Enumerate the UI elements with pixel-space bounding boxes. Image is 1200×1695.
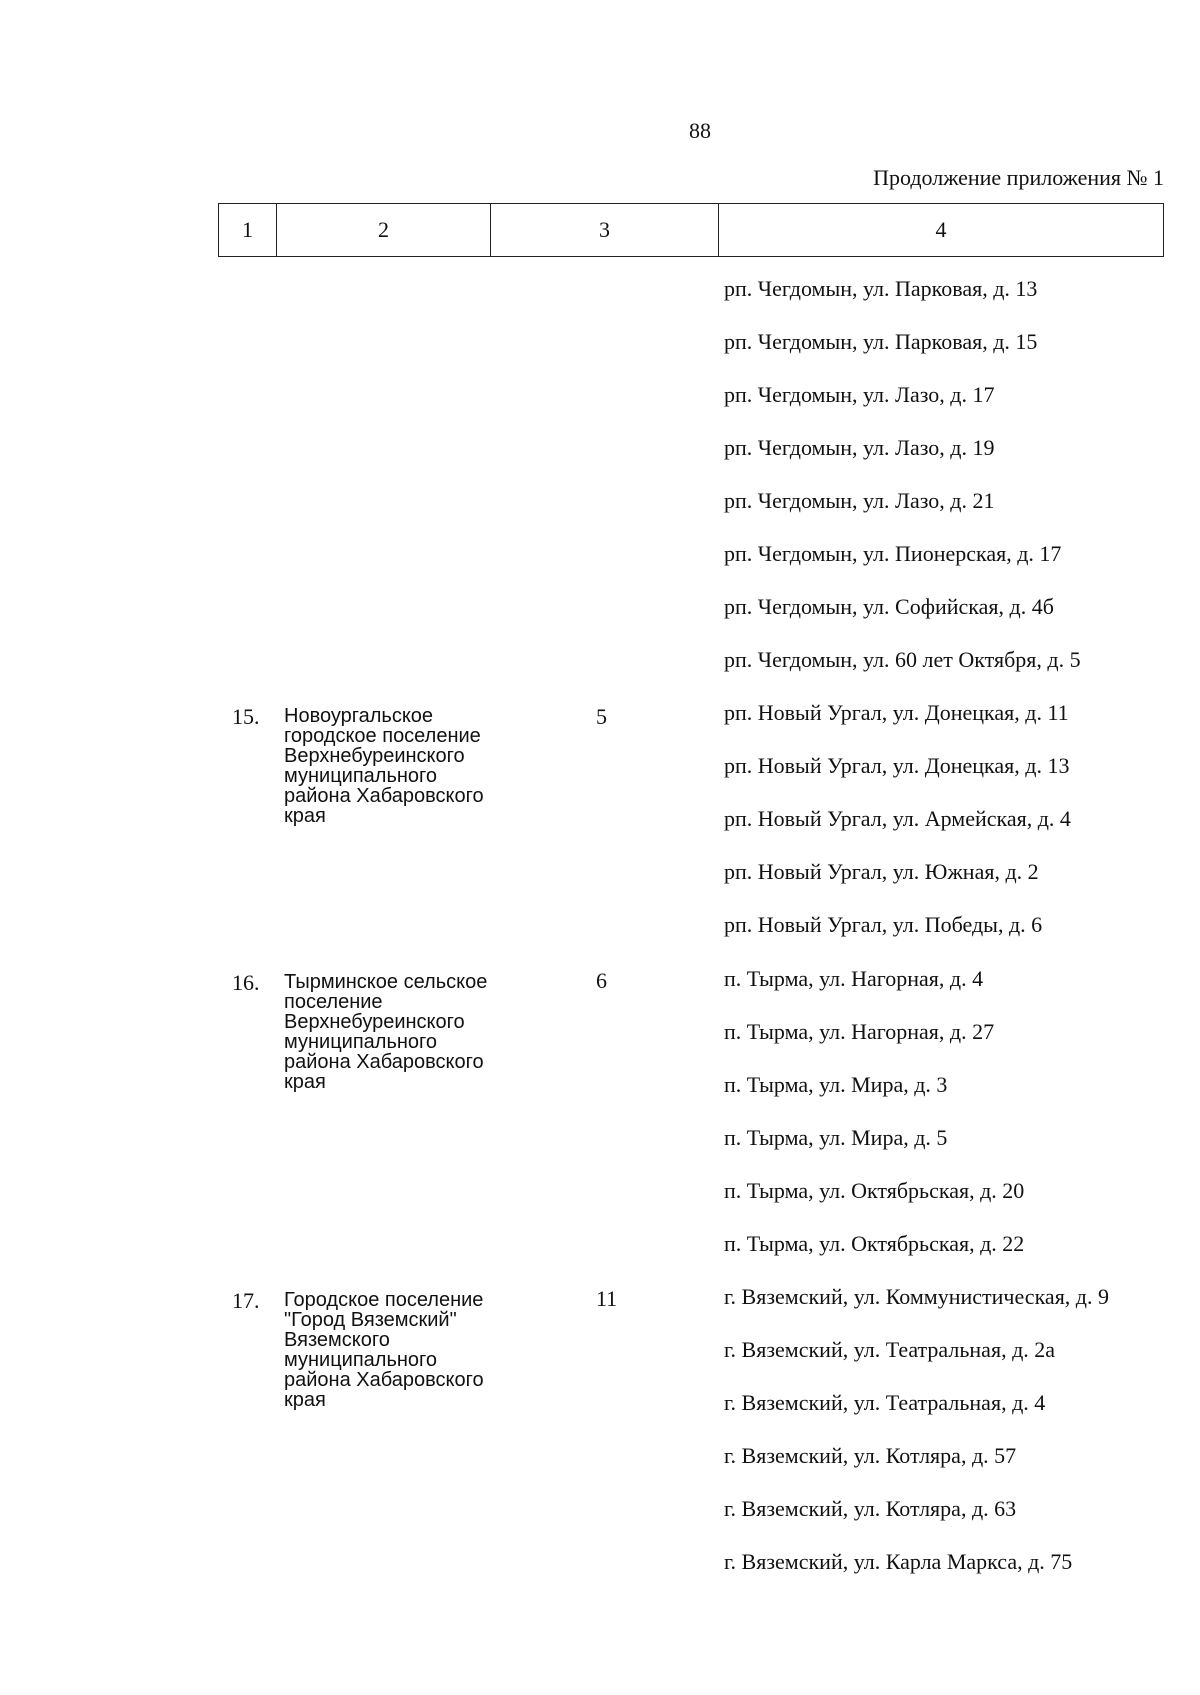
entry-count: 11 (596, 1286, 618, 1311)
address-line: рп. Чегдомын, ул. 60 лет Октября, д. 5 (724, 647, 1081, 672)
entry-number: 15. (232, 704, 260, 729)
entry-name: Тырминское сельское поселение Верхнебуреинского муниципального района Хабаровского края (284, 971, 488, 1093)
entry-name: Городское поселение "Город Вяземский" Вяземского муниципального района Хабаровского края (284, 1289, 484, 1411)
address-line: рп. Чегдомын, ул. Лазо, д. 17 (724, 382, 995, 407)
address-line: рп. Чегдомын, ул. Парковая, д. 15 (724, 329, 1038, 354)
header-col-2: 2 (277, 204, 491, 256)
address-line: рп. Чегдомын, ул. Пионерская, д. 17 (724, 541, 1062, 566)
address-line: г. Вяземский, ул. Театральная, д. 4 (724, 1390, 1046, 1415)
header-col-3: 3 (491, 204, 719, 256)
entry-count: 5 (596, 704, 607, 729)
address-line: п. Тырма, ул. Нагорная, д. 27 (724, 1019, 995, 1044)
address-line: г. Вяземский, ул. Коммунистическая, д. 9 (724, 1284, 1109, 1309)
address-line: п. Тырма, ул. Октябрьская, д. 20 (724, 1178, 1025, 1203)
continuation-label: Продолжение приложения № 1 (873, 165, 1164, 190)
address-line: рп. Новый Ургал, ул. Донецкая, д. 13 (724, 753, 1070, 778)
header-col-4: 4 (935, 217, 947, 242)
address-line: п. Тырма, ул. Октябрьская, д. 22 (724, 1231, 1025, 1256)
address-line: рп. Новый Ургал, ул. Южная, д. 2 (724, 859, 1039, 884)
address-line: п. Тырма, ул. Нагорная, д. 4 (724, 966, 984, 991)
address-line: г. Вяземский, ул. Котляра, д. 57 (724, 1443, 1017, 1468)
address-line: п. Тырма, ул. Мира, д. 3 (724, 1072, 948, 1097)
page-number: 88 (689, 118, 711, 143)
address-line: п. Тырма, ул. Мира, д. 5 (724, 1125, 948, 1150)
address-line: рп. Чегдомын, ул. Софийская, д. 4б (724, 594, 1054, 619)
address-line: г. Вяземский, ул. Карла Маркса, д. 75 (724, 1549, 1073, 1574)
address-line: рп. Новый Ургал, ул. Армейская, д. 4 (724, 806, 1071, 831)
address-line: рп. Новый Ургал, ул. Донецкая, д. 11 (724, 700, 1069, 725)
address-line: рп. Чегдомын, ул. Лазо, д. 19 (724, 435, 995, 460)
header-col-1: 1 (219, 204, 277, 256)
entry-number: 16. (232, 970, 260, 995)
address-line: рп. Чегдомын, ул. Лазо, д. 21 (724, 488, 995, 513)
entry-count: 6 (596, 968, 607, 993)
address-line: рп. Чегдомын, ул. Парковая, д. 13 (724, 276, 1038, 301)
entry-name: Новоургальское городское поселение Верхнебуреинского муниципального района Хабаровского края (284, 705, 484, 827)
table-header (218, 203, 1164, 257)
address-line: рп. Новый Ургал, ул. Победы, д. 6 (724, 912, 1043, 937)
entry-number: 17. (232, 1288, 260, 1313)
address-line: г. Вяземский, ул. Театральная, д. 2а (724, 1337, 1056, 1362)
address-line: г. Вяземский, ул. Котляра, д. 63 (724, 1496, 1017, 1521)
